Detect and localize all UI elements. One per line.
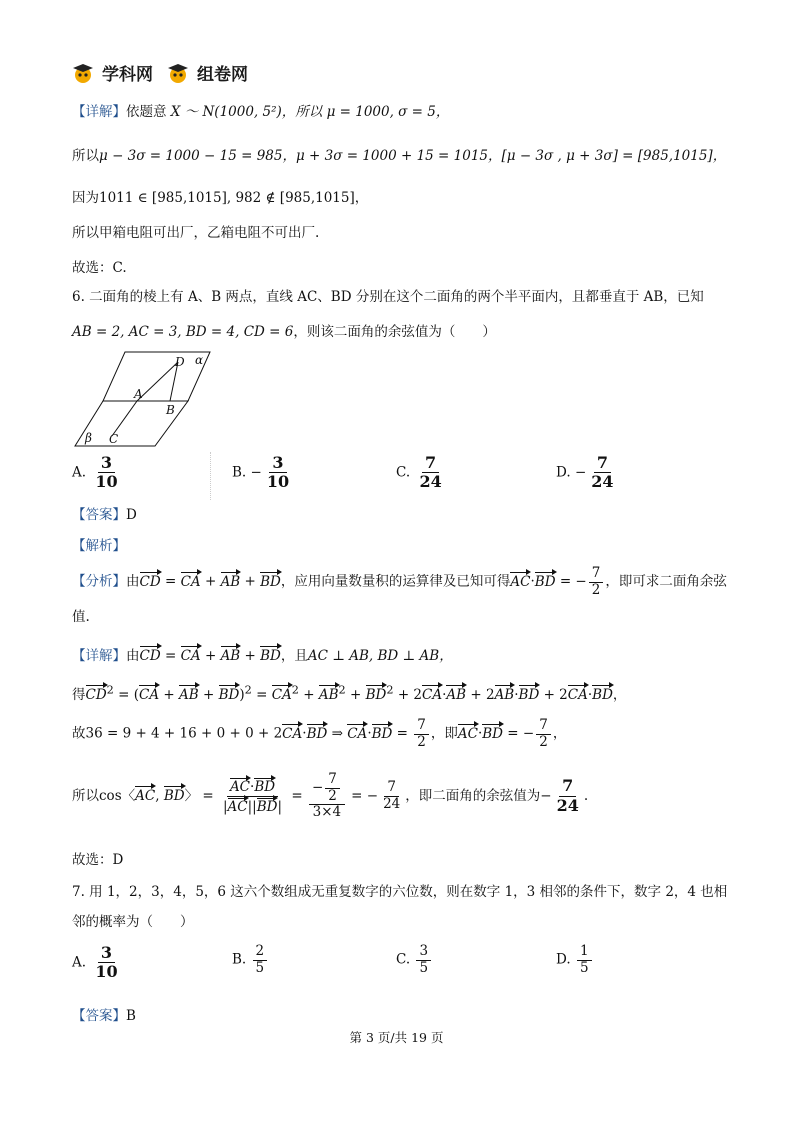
gu: 故: [72, 725, 86, 742]
detail-2: ，且: [280, 648, 308, 664]
option-letter: D.: [556, 464, 571, 481]
detail-math: X ～ N(1000, 5²)，所以 μ = 1000, σ = 5，: [170, 104, 450, 120]
sign: −: [250, 464, 262, 481]
den: 5: [579, 959, 589, 976]
q7-option-d: [556, 944, 594, 976]
site-logo: [72, 60, 248, 85]
f-den-3x4: 3×4: [312, 804, 342, 821]
option-letter: B.: [232, 951, 247, 968]
f-num: 7: [589, 566, 604, 583]
den: 24: [591, 472, 614, 492]
f-num: 7: [536, 718, 551, 735]
dihedral-angle-figure: [70, 348, 220, 452]
line2-math: μ − 3σ = 1000 − 15 = 985，μ + 3σ = 1000 + 15 = 1015，[μ − 3σ , μ + 3σ] = [985,1015]，: [99, 148, 727, 164]
suoyi-end: ，即二面角的余弦值为: [405, 787, 541, 804]
option-letter: A.: [72, 954, 87, 971]
line3-prefix: 因为: [72, 190, 99, 206]
f-num: 7: [414, 718, 429, 735]
f-den: 24: [383, 795, 401, 812]
option-letter: C.: [396, 951, 411, 968]
detail-tag: 【详解】: [72, 648, 126, 664]
detail-tag: 【详解】: [72, 104, 126, 120]
num: 3: [416, 944, 431, 961]
num: 3: [98, 454, 115, 473]
q6-option-a: [72, 454, 123, 492]
label-A: A: [134, 387, 143, 401]
segment-DA: [137, 362, 178, 401]
q6-cos-line: 所以cos〈AC, BD〉 = $\frac{AC\cdot BD}{|AC||BD|}$ = − $\frac{7}{2}$ 3×4 = − $\frac{7}{24}$ ，即二面角的余弦值为− $\frac{7}{24}$ .: [72, 771, 589, 821]
fenxi-2: ，应用向量数量积的运算律及已知可得: [280, 573, 511, 590]
q6-expand-line: 得$CD^2 = (CA$ + AB + $BD)^2 = CA^2 + AB^2 + BD^2 + 2CA\cdot AB + 2AB\cdot BD + 2CA\cdot BD$，: [72, 683, 627, 703]
den: 5: [255, 959, 265, 976]
option-letter: B.: [232, 464, 247, 481]
logo-zujuanwang: 组卷网: [197, 65, 248, 85]
segment-AC: [112, 401, 137, 436]
q7-stem-line2: 邻的概率为（ ）: [72, 914, 194, 930]
answer-tag: 【答案】: [72, 1008, 126, 1024]
graduation-cap-icon: [72, 62, 94, 84]
fenxi-tag: 【分析】: [72, 573, 126, 590]
q5-answer: 故选：C.: [72, 260, 127, 276]
label-B: B: [166, 403, 175, 417]
option-letter: A.: [72, 464, 87, 481]
q6-answer: [72, 503, 137, 523]
num36: 36 = 9 + 4 + 16 + 0 + 0 + 2: [85, 725, 283, 742]
f-num: 7: [559, 777, 576, 796]
stem2-text: ，则该二面角的余弦值为（ ）: [293, 324, 496, 340]
den: 10: [95, 472, 118, 492]
label-beta: β: [85, 431, 92, 445]
stem2-math: AB = 2, AC = 3, BD = 4, CD = 6: [72, 324, 294, 340]
q6-stem-line1: 6. 二面角的棱上有 A、B 两点，直线 AC、BD 分别在这个二面角的两个半平面内，且都垂直于 AB，已知: [72, 289, 704, 305]
fenxi-1: 由: [126, 573, 140, 590]
q6-fenxi-line2: 值.: [72, 609, 90, 625]
suoyi: 所以: [72, 787, 99, 804]
gu-mid: ，即: [430, 725, 458, 742]
detail-3: AC ⊥ AB, BD ⊥ AB，: [307, 648, 453, 664]
q7-option-a: [72, 944, 123, 982]
plane-alpha: [103, 352, 210, 401]
q7-option-c: [396, 944, 433, 976]
label-alpha: α: [195, 353, 204, 367]
q6-gu-line: 故36 = 9 + 4 + 16 + 0 + 0 + 2CA·BD ⇒ CA·BD = $\frac{7}{2}$ ，即AC·BD = − $\frac{7}{2}$ ，: [72, 717, 567, 750]
line2-prefix: 所以: [72, 148, 99, 164]
num: 7: [594, 454, 611, 473]
q6-final: 故选：D: [72, 852, 124, 868]
q6-option-d: [556, 454, 619, 492]
option-divider: [210, 452, 211, 500]
answer-value: D: [126, 507, 137, 523]
f-den: 2: [539, 733, 548, 750]
de: 得: [72, 687, 86, 703]
q5-line3: [72, 186, 368, 206]
q6-option-c: [396, 454, 447, 492]
den: 5: [419, 959, 429, 976]
f-num: 7: [384, 780, 399, 797]
q5-line4: 所以甲箱电阻可出厂，乙箱电阻不可出厂.: [72, 225, 320, 241]
num: 1: [577, 944, 592, 961]
num: 7: [422, 454, 439, 473]
q7-answer: [72, 1004, 136, 1024]
q7-option-b: [232, 944, 269, 976]
den: 10: [266, 472, 290, 492]
num: 2: [253, 944, 268, 961]
q7-stem-line1: 7. 用 1，2，3，4，5，6 这六个数组成无重复数字的六位数，则在数字 1，3 相邻的条件下，数字 2，4 也相: [72, 884, 728, 900]
num: 3: [98, 944, 115, 963]
q6-analysis-tag: 【解析】: [72, 538, 126, 554]
f-den: 24: [556, 795, 579, 815]
q6-fenxi-line: 【分析】由CD = CA + AB + BD，应用向量数量积的运算律及已知可得AC·BD = − $\frac{7}{2}$ ，即可求二面角余弦: [72, 565, 727, 598]
fenxi-3: ，即可求二面角余弦: [605, 573, 727, 590]
line3-math: 1011 ∈ [985,1015], 982 ∉ [985,1015]，: [99, 190, 369, 206]
page-number: 第 3 页/共 19 页: [349, 1030, 444, 1045]
q6-option-b: [232, 454, 294, 492]
q5-detail-line: [72, 100, 449, 120]
answer-tag: 【答案】: [72, 507, 126, 523]
detail-1: 由: [126, 648, 140, 664]
label-D: D: [175, 355, 185, 369]
f-num: 7: [325, 772, 340, 789]
answer-value: B: [126, 1008, 136, 1024]
option-letter: C.: [396, 464, 411, 481]
logo-xuekewang: 学科网: [102, 65, 153, 85]
sign: −: [574, 464, 587, 481]
label-C: C: [109, 432, 119, 446]
detail-text: 依题意: [126, 104, 167, 120]
den: 10: [95, 962, 118, 982]
q5-line2: [72, 144, 726, 164]
f-den: 2: [328, 787, 337, 804]
f-den: 2: [417, 733, 426, 750]
f-den: 2: [591, 581, 601, 598]
q6-detail-line: 【详解】由CD = CA + AB + BD，且AC ⊥ AB, BD ⊥ AB，: [72, 644, 453, 664]
den: 24: [419, 472, 442, 492]
num: 3: [269, 454, 286, 473]
option-letter: D.: [556, 951, 571, 968]
q6-stem-line2: [72, 320, 496, 340]
graduation-cap-icon-2: [167, 62, 189, 84]
